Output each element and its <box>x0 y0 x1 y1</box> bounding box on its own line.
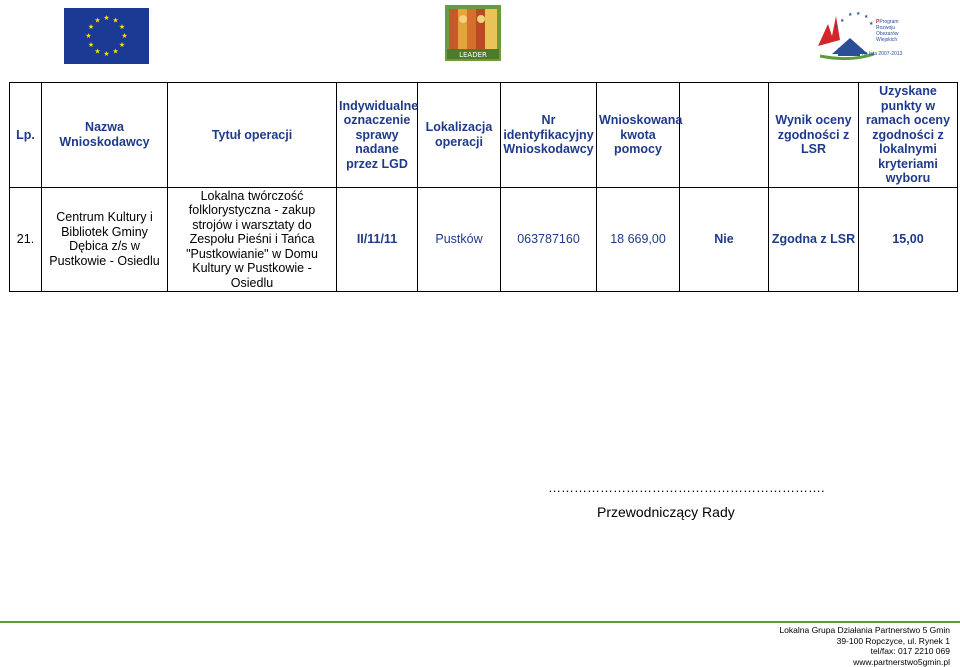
cell-decyzja: Nie <box>680 187 769 292</box>
svg-text:★: ★ <box>840 18 845 24</box>
header-nr: Nr identyfikacyjny Wnioskodawcy <box>501 83 597 188</box>
footer-address <box>779 625 950 667</box>
table-row <box>10 187 958 292</box>
svg-text:★: ★ <box>118 23 126 31</box>
svg-text:★: ★ <box>87 41 95 49</box>
cell-oznaczenie: II/11/11 <box>337 187 418 292</box>
leader-logo-icon <box>445 5 501 61</box>
header-tytul: Tytuł operacji <box>168 83 337 188</box>
svg-text:★: ★ <box>94 47 101 56</box>
header-wynik: Wynik oceny zgodności z LSR <box>769 83 859 188</box>
svg-text:★: ★ <box>85 32 92 40</box>
cell-nr: 063787160 <box>501 187 597 292</box>
footer-phone: tel/fax: 017 2210 069 <box>870 646 950 656</box>
header-oznaczenie: Indywidualne oznaczenie sprawy nadane przez LGD <box>337 83 418 188</box>
signature-title: Przewodniczący Rady <box>597 504 735 520</box>
footer-website: www.partnerstwo5gmin.pl <box>853 656 950 667</box>
prow-logo-text: PProgram Rozwoju Obszarów Wiejskich <box>876 19 899 43</box>
footer-org: Lokalna Grupa Działania Partnerstwo 5 Gmin <box>779 625 950 635</box>
header-lokalizacja: Lokalizacja operacji <box>418 83 501 188</box>
cell-wynik: Zgodna z LSR <box>769 187 859 292</box>
svg-text:★: ★ <box>103 50 110 58</box>
svg-text:★: ★ <box>864 14 869 20</box>
results-table <box>9 82 958 292</box>
cell-kwota: 18 669,00 <box>597 187 680 292</box>
svg-text:★: ★ <box>112 16 119 25</box>
cell-punkty: 15,00 <box>859 187 958 292</box>
svg-text:★: ★ <box>94 16 101 25</box>
footer-divider <box>0 621 960 623</box>
cell-lp: 21. <box>10 187 42 292</box>
cell-tytul: Lokalna twórczość folklorystyczna - zakup strojów i warsztaty do Zespołu Pieśni i Tańca "Pustkowianie" w Domu Kultury w Pustkowie - Osiedlu <box>168 187 337 292</box>
cell-lokalizacja: Pustków <box>418 187 501 292</box>
leader-logo-text: LEADER <box>459 51 487 59</box>
table-header-row <box>10 83 958 188</box>
signature-line: ………………………………………………………. <box>548 480 825 495</box>
svg-text:★: ★ <box>869 21 874 27</box>
svg-text:★: ★ <box>103 14 110 22</box>
footer-street: 39-100 Ropczyce, ul. Rynek 1 <box>836 635 950 646</box>
header-kwota: Wnioskowana kwota pomocy <box>597 83 680 188</box>
svg-text:★: ★ <box>112 47 119 56</box>
svg-text:★: ★ <box>834 24 839 30</box>
header-lp: Lp. <box>10 83 42 188</box>
svg-text:★: ★ <box>87 23 95 31</box>
header-nazwa: Nazwa Wnioskodawcy <box>42 83 168 188</box>
eu-flag-icon <box>64 8 149 64</box>
cell-nazwa: Centrum Kultury i Bibliotek Gminy Dębica z/s w Pustkowie - Osiedlu <box>42 187 168 292</box>
prow-years: na lata 2007-2013 <box>862 51 903 57</box>
header-punkty: Uzyskane punkty w ramach oceny zgodności z lokalnymi kryteriami wyboru <box>859 83 958 188</box>
svg-text:★: ★ <box>856 11 861 17</box>
header-empty <box>680 83 769 188</box>
svg-text:★: ★ <box>121 32 128 40</box>
svg-text:★: ★ <box>118 41 126 49</box>
svg-text:★: ★ <box>848 12 853 18</box>
